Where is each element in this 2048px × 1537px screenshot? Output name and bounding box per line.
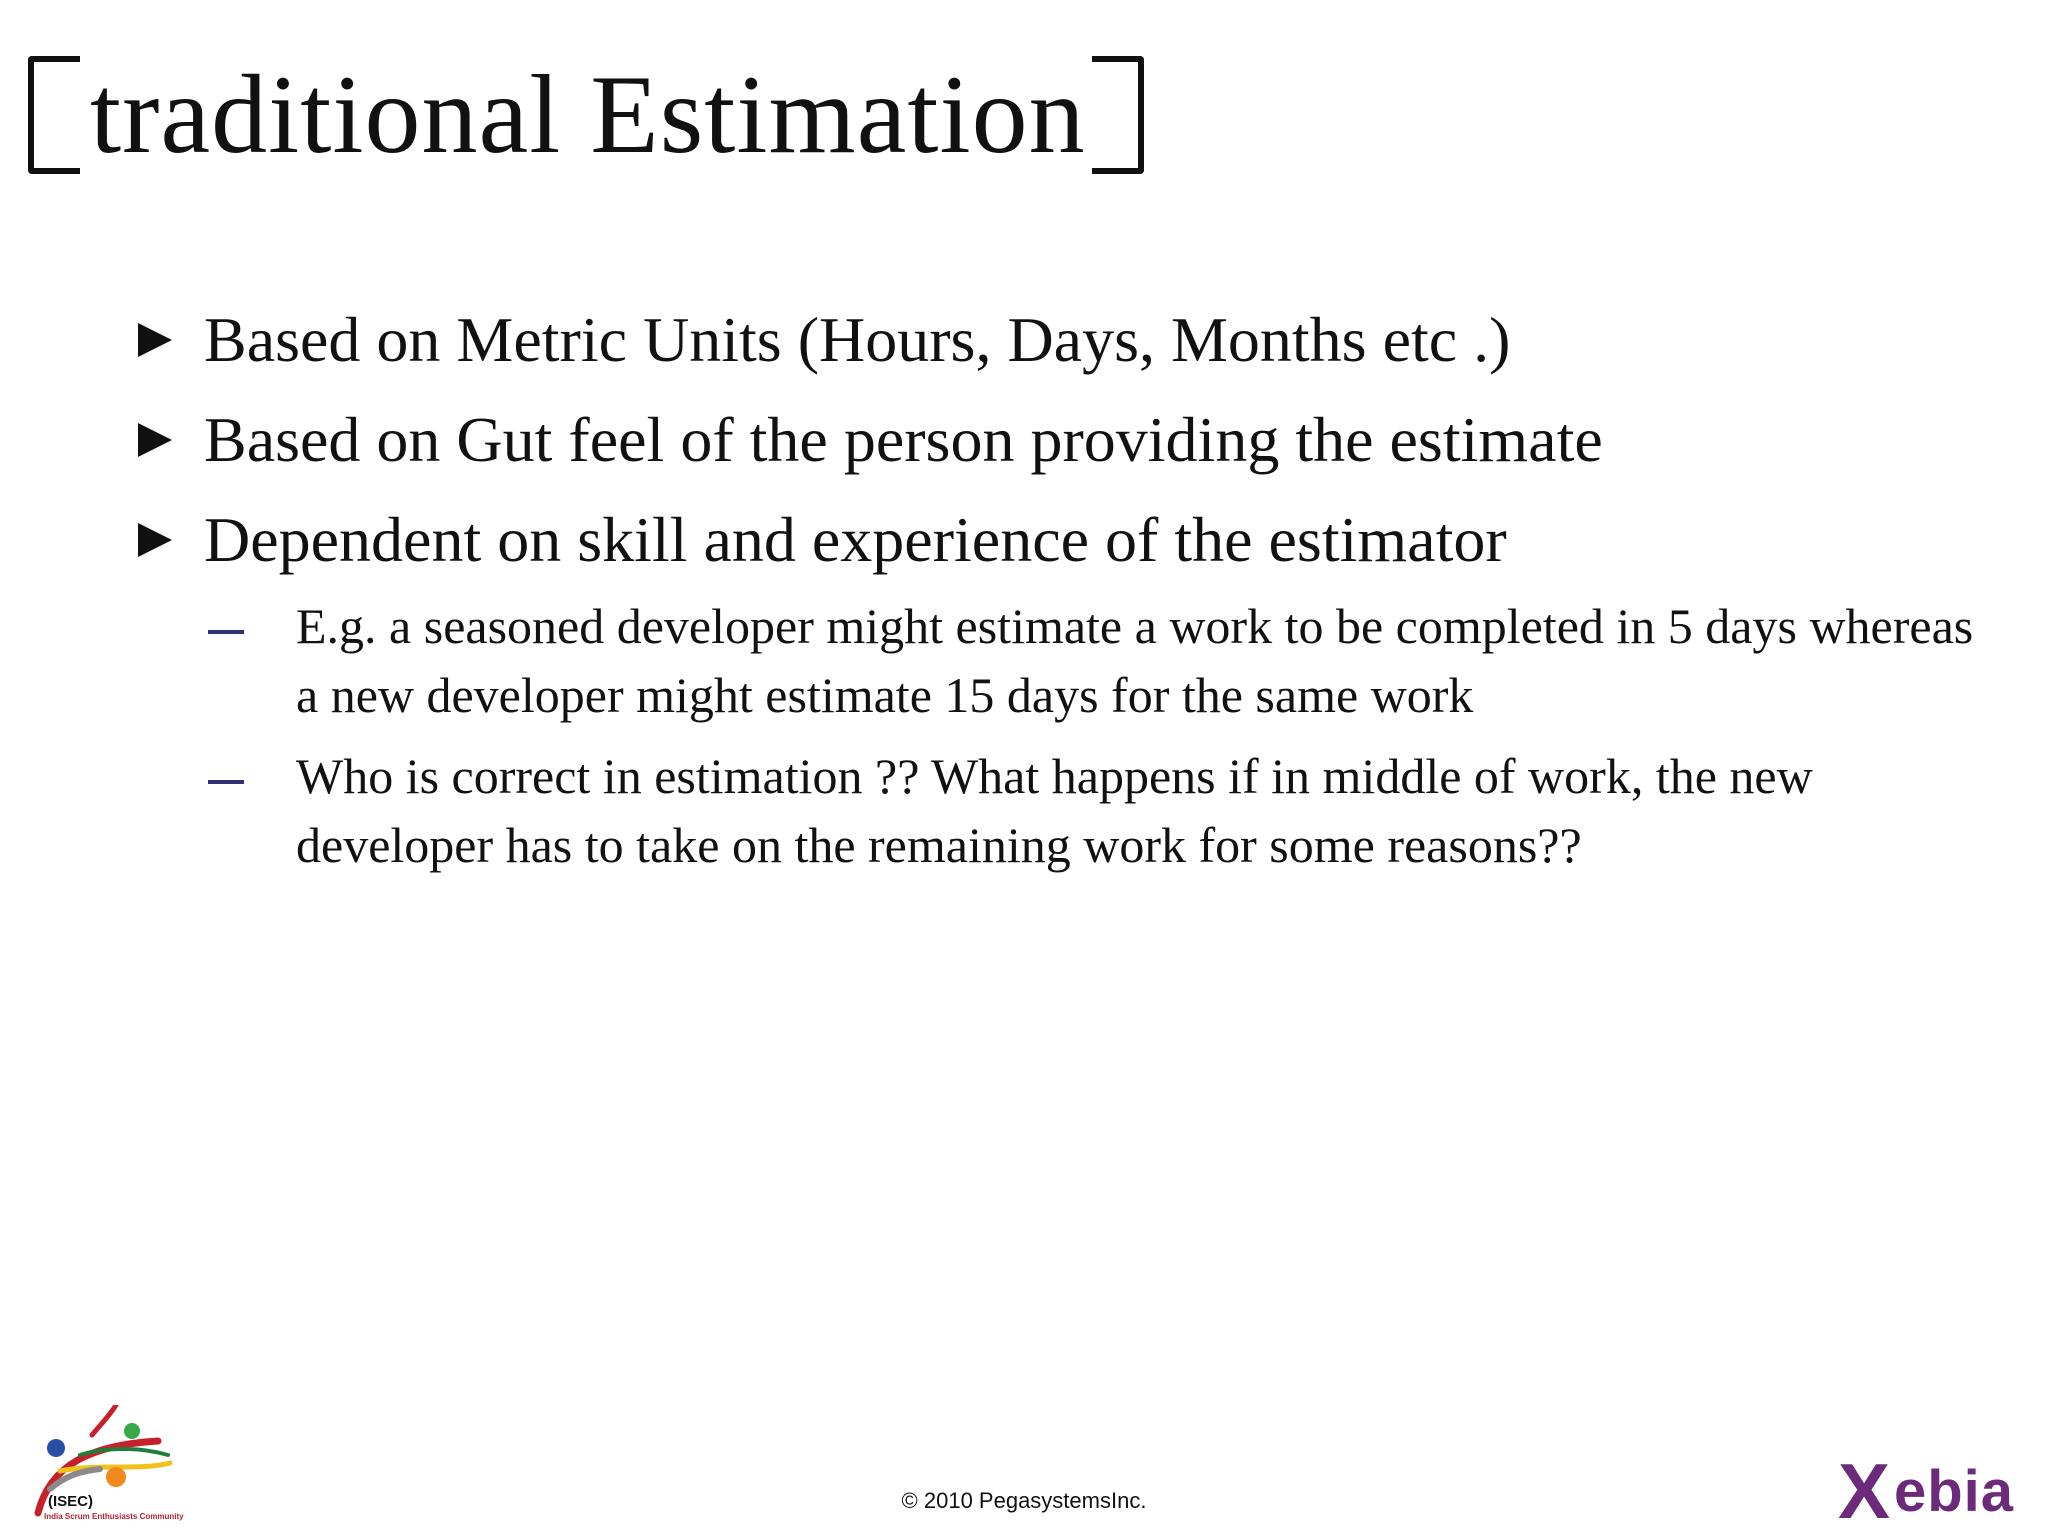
bullet-item [138,390,1958,490]
sub-bullet-list [208,592,1988,892]
xebia-logo [1838,1447,2028,1535]
dash-bullet-icon [208,630,244,634]
bullet-list [138,290,1958,590]
bullet-text: Based on Gut feel of the person providing the estimate [204,404,1603,475]
triangle-bullet-icon [138,323,172,357]
sub-bullet-item [208,742,1988,880]
xebia-logo-x: X [1838,1447,1891,1535]
triangle-bullet-icon [138,423,172,457]
isec-abbreviation: (ISEC) [48,1493,93,1510]
isec-full-name: India Scrum Enthusiasts Community [44,1512,184,1521]
slide-title-group [28,40,1144,190]
xebia-logo-rest: ebia [1894,1459,2015,1524]
sub-bullet-item [208,592,1988,730]
triangle-bullet-icon [138,523,172,557]
copyright-text: © 2010 PegasystemsInc. [901,1488,1147,1513]
bullet-item [138,290,1958,390]
slide-title: traditional Estimation [90,53,1086,177]
bullet-text: Dependent on skill and experience of the estimator [204,504,1507,575]
sub-bullet-text: E.g. a seasoned developer might estimate a work to be completed in 5 days whereas a new developer might estimate 15 days for the same work [296,598,1974,723]
right-bracket-icon [1092,56,1144,174]
bullet-text: Based on Metric Units (Hours, Days, Months etc .) [204,304,1511,375]
left-bracket-icon [28,56,80,174]
dash-bullet-icon [208,780,244,784]
bullet-item [138,490,1958,590]
sub-bullet-text: Who is correct in estimation ?? What happens if in middle of work, the new developer has to take on the remaining work for some reasons?? [296,748,1813,873]
